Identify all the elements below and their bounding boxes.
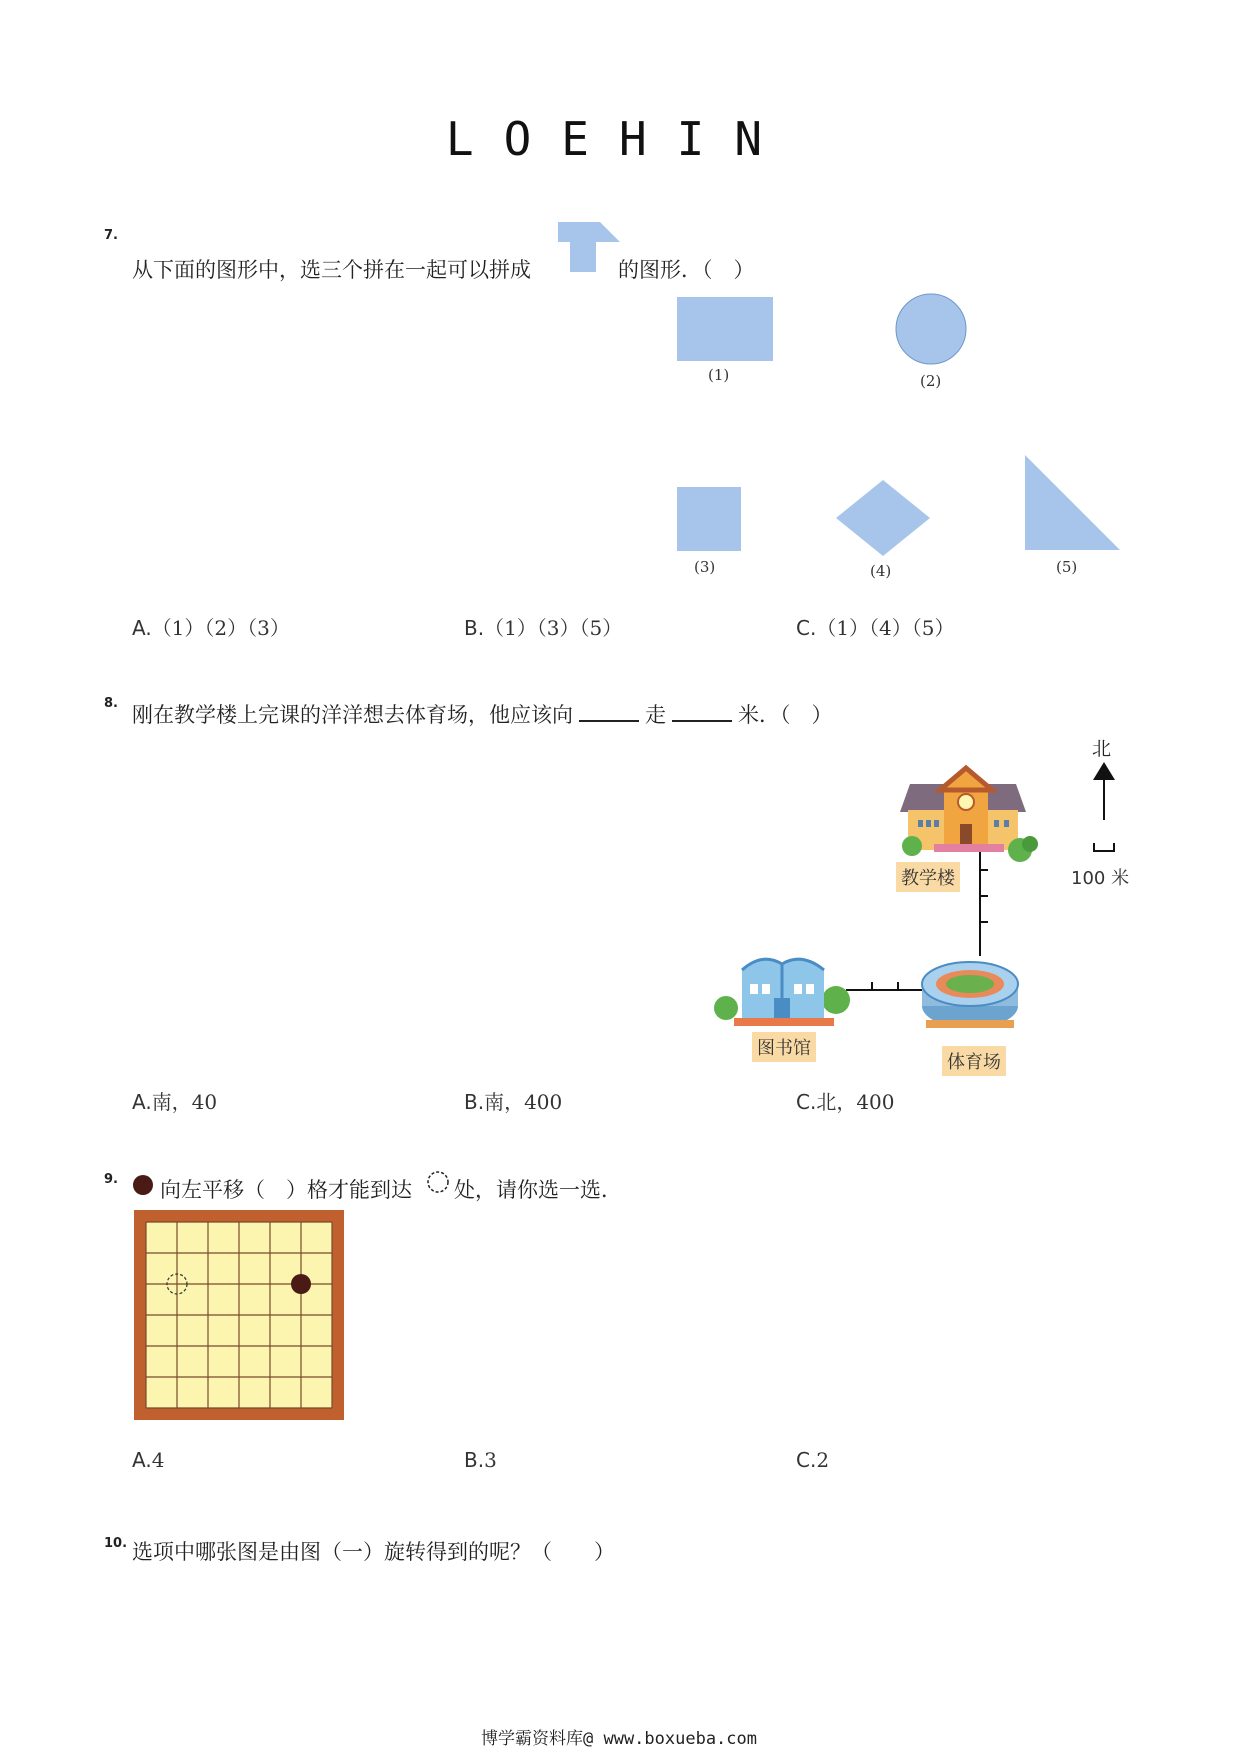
q9-option-c[interactable]: C.2: [796, 1448, 830, 1472]
shape-4-rhombus: [834, 478, 932, 558]
footer-watermark: 博学霸资料库@ www.boxueba.com: [481, 1729, 757, 1749]
north-label: 北: [1092, 738, 1112, 760]
shape-2-circle: [894, 292, 968, 366]
q7-option-b[interactable]: B.（1）（3）（5）: [464, 616, 623, 640]
shape-3-square: [676, 486, 742, 552]
library-icon: [712, 950, 854, 1030]
teaching-building-icon: [894, 764, 1040, 866]
question-8-text: 刚在教学楼上完课的洋洋想去体育场，他应该向 走 米．（ ）: [132, 703, 833, 727]
question-10-number: 10.: [104, 1536, 128, 1551]
stadium-label: 体育场: [942, 1046, 1006, 1076]
scale-bar-icon: [1092, 842, 1118, 854]
answer-blank-distance: [672, 702, 732, 722]
shape-5-caption: (5): [1056, 558, 1078, 576]
page-title: LOEHIN: [445, 112, 793, 166]
answer-blank-direction: [579, 702, 639, 722]
question-9-text-part1: 向左平移（ ）格才能到达: [160, 1178, 412, 1202]
teaching-building-label: 教学楼: [896, 862, 960, 892]
black-chess-piece-icon: [132, 1174, 154, 1196]
question-8-number: 8.: [104, 696, 118, 711]
shape-1-caption: (1): [708, 366, 730, 384]
q9-option-b[interactable]: B.3: [464, 1448, 497, 1472]
stadium-icon: [918, 950, 1022, 1034]
shape-3-caption: (3): [694, 558, 716, 576]
grid-board: [134, 1210, 344, 1420]
question-7-number: 7.: [104, 228, 118, 243]
question-7-text-after: 的图形．（ ）: [618, 258, 755, 282]
q8-option-b[interactable]: B.南，400: [464, 1090, 563, 1114]
shape-4-caption: (4): [870, 562, 892, 580]
question-9-text-part2: 处，请你选一选．: [454, 1178, 622, 1202]
q8-option-c[interactable]: C.北，400: [796, 1090, 895, 1114]
question-9-number: 9.: [104, 1172, 118, 1187]
question-10-text: 选项中哪张图是由图（一）旋转得到的呢？（ ）: [132, 1540, 615, 1564]
dashed-circle-target-icon: [426, 1170, 450, 1194]
scale-label: 100 米: [1071, 868, 1130, 889]
shape-2-caption: (2): [920, 372, 942, 390]
target-shape-figure: [556, 220, 622, 274]
q7-option-c[interactable]: C.（1）（4）（5）: [796, 616, 955, 640]
shape-1-rectangle: [676, 296, 774, 362]
library-label: 图书馆: [752, 1032, 816, 1062]
question-7-text-before: 从下面的图形中，选三个拼在一起可以拼成: [132, 258, 531, 282]
q7-option-a[interactable]: A.（1）（2）（3）: [132, 616, 290, 640]
shape-5-triangle: [1024, 454, 1122, 552]
q9-option-a[interactable]: A.4: [132, 1448, 165, 1472]
north-arrow-icon: [1090, 760, 1118, 822]
q8-option-a[interactable]: A.南，40: [132, 1090, 218, 1114]
